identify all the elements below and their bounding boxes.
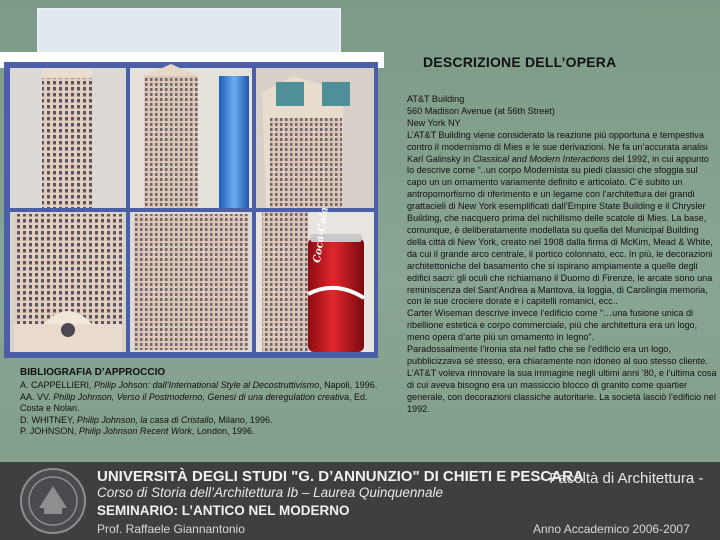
bib-author: D. WHITNEY, [20, 414, 77, 425]
bib-publisher: , London, 1996. [191, 426, 255, 437]
bibliography-title: BIBLIOGRAFIA D’APPROCCIO [20, 367, 166, 378]
faculty-name: - Facoltà di Architettura - [540, 470, 704, 487]
bibliography-entry [20, 392, 390, 415]
bib-title-italic: Philip Johnson, la casa di Cristallo [76, 414, 214, 425]
description-paragraph-2: Carter Wiseman descrive invece l’edificio come “…una fusione unica di ribellione estetica e corpo commerciale, più che architettura era un logo, meno opera d’arte più un ornamento in legno”. [407, 308, 698, 343]
address-line-1: AT&T Building [407, 94, 465, 104]
bib-author: AA. VV. [20, 391, 54, 402]
bib-publisher: , Milano, 1996. [213, 414, 273, 425]
bib-author: A. CAPPELLIERI, [20, 380, 95, 390]
bib-title-italic: Philip Johnson Recent Work [78, 426, 192, 437]
bib-title-italic: Philip Johson: dall’International Style al Decostruttivismo [94, 380, 320, 390]
photo-2-blue-tower [219, 76, 249, 208]
photo-2-tower [144, 76, 198, 208]
artwork-description [407, 94, 717, 415]
photo-1-tower [42, 68, 92, 208]
address-line-2: 560 Madison Avenue (at 56th Street) [407, 105, 555, 116]
section-title: DESCRIZIONE DELL’OPERA [423, 54, 617, 70]
bib-author: P. JOHNSON, [20, 426, 79, 437]
description-paragraph-1 [407, 130, 717, 309]
university-name: UNIVERSITÀ DEGLI STUDI "G. D’ANNUNZIO" DI CHIETI E PESCARA [97, 468, 584, 485]
course-name: Corso di Storia dell’Architettura Ib – Laurea Quinquennale [97, 485, 443, 500]
address-line-3: New York NY [407, 117, 461, 128]
p1-book-title: Classical and Modern Interactions [472, 153, 610, 164]
bibliography-list [20, 380, 390, 438]
bib-publisher: , Napoli, 1996. [319, 380, 378, 390]
professor-name: Prof. Raffaele Giannantonio [97, 522, 245, 536]
p1-text-c: del 1992, in cui appunto lo descrive come “..un corpo Modernista su piedi classici che sfoggia sul capo un un ornamento variamente definito e articolato. C’è subito un antropomorfismo di riferimento e un legame con l’architettura dei grandi grattacieli di New York esemplificati dall’Empire State Building e il Chrysler Building, che nacquero prima del nichilismo delle scatole di Mies. La base, comunque, è deliberatamente modellata su quella del Municipal Building della città di New York, creato nel 1908 dalla firma di McKim, Mead & White, da cui il grande arco centrale, il portico colonnato, ecc. In più, le decorazioni architettoniche del basamento che si ispirano ampiamente a quelle degli edifici sacri: gli oculi che richiamano il Duomo di Firenze, le arcate sono una reminiscenza del Sant’Andrea a Mantova, la loggia, di Carolingia memoria, con le sue crociere dorate e i capitelli romanici, ecc.. [407, 153, 713, 307]
academic-year: Anno Accademico 2006-2007 [533, 522, 690, 536]
can-label: Coca-Cola [312, 206, 331, 264]
seminar-title: SEMINARIO: L’ANTICO NEL MODERNO [97, 503, 350, 518]
bibliography-entry [20, 426, 390, 438]
bibliography-entry [20, 415, 390, 427]
bib-title-italic: Philip Johnson, Verso il Postmoderno, Genesi di una deregulation creativa [53, 391, 350, 402]
university-seal-icon [14, 466, 92, 536]
p1-text-a: L’AT&T Building viene considerato la reazione più opportuna e tempestiva contro il modernismo di Mies e le sue derivazioni. Ne fa un’accurata analisi Karl Galinsky in [407, 129, 708, 164]
description-paragraph-3: Paradossalmente l’ironia sta nel fatto che se l’edificio era un logo, pubblicizzava sé stesso, era chiaramente non idoneo al suo stesso cliente. L’AT&T voleva rinnovare la sua immagine negli ultimi anni ’80, e l’ultima cosa di cui aveva bisogno era un massiccio blocco di granito come quartier generale, con decorazioni classiche autoritarie. La società lasciò l’edificio nel 1992. [407, 344, 717, 414]
bibliography-entry [20, 380, 390, 392]
bib-publisher: , Ed. Costa e Nolan. [20, 391, 368, 414]
